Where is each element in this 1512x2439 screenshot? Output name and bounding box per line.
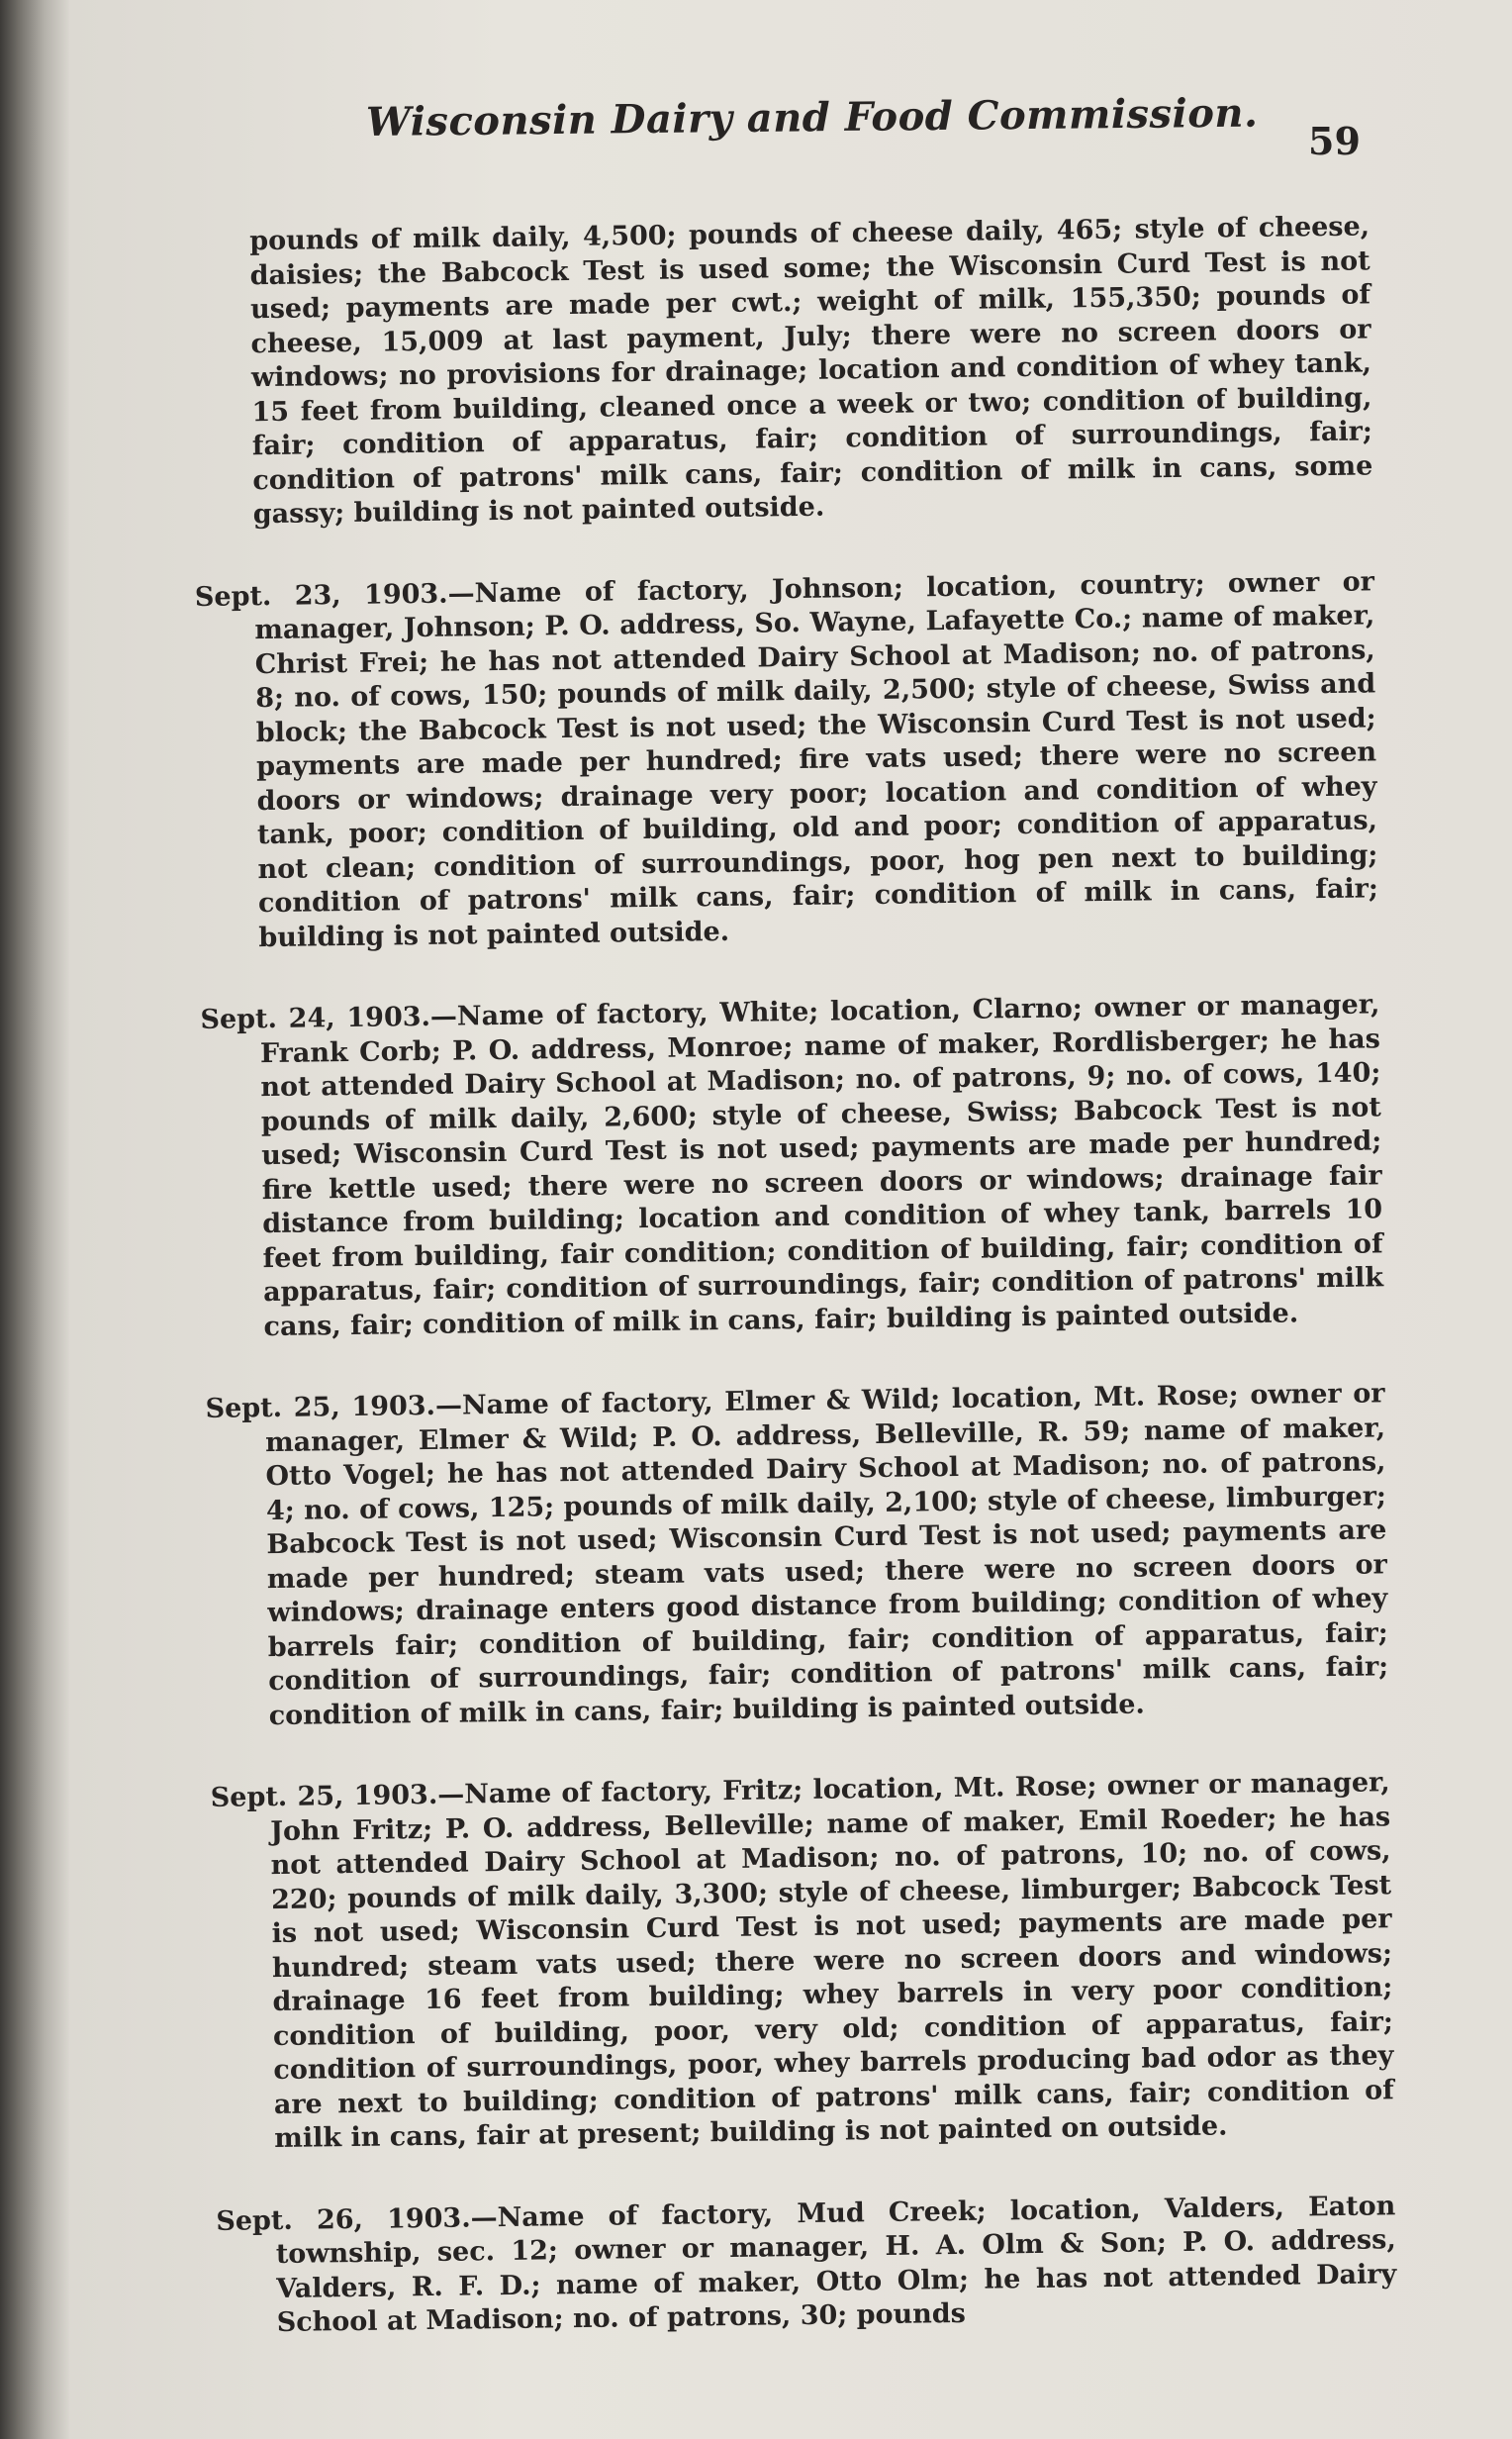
factory-entry-mud-creek: Sept. 26, 1903.—Name of factory, Mud Creek; location, Valders, Eaton township, sec. 12; owner or manager, H. A. Olm & Son; P. O. address, Valders, R. F. D.; name of maker, Otto Olm; he has not attended Dairy School at Madison; no. of patrons, 30; pounds xyxy=(216,2190,1397,2339)
factory-entry-fritz: Sept. 25, 1903.—Name of factory, Fritz; location, Mt. Rose; owner or manager, John Fritz; P. O. address, Belleville; name of maker, Emil Roeder; he has not attended Dairy School at Madison; no. of patrons, 10; no. of cows, 220; pounds of milk daily, 3,300; style of cheese, limburger; Babcock Test is not used; Wisconsin Curd Test is not used; payments are made per hundred; steam vats used; there were no screen doors and windows; drainage 16 feet from building; whey barrels in very poor condition; condition of building, poor, very old; condition of apparatus, fair; condition of surroundings, poor, whey barrels producing bad odor as they are next to building; condition of patrons' milk cans, fair; condition of milk in cans, fair at present; building is not painted on outside. xyxy=(210,1767,1394,2155)
body-text xyxy=(190,210,1397,2341)
book-page xyxy=(69,0,1512,2439)
factory-entry-johnson: Sept. 23, 1903.—Name of factory, Johnson; location, country; owner or manager, Johnson; P. O. address, So. Wayne, Lafayette Co.; name of maker, Christ Frei; he has not attended Dairy School at Madison; no. of patrons, 8; no. of cows, 150; pounds of milk daily, 2,500; style of cheese, Swiss and block; the Babcock Test is not used; the Wisconsin Curd Test is not used; payments are made per hundred; fire vats used; there were no screen doors or windows; drainage very poor; location and condition of whey tank, poor; condition of building, old and poor; condition of apparatus, not clean; condition of surroundings, poor, hog pen next to building; condition of patrons' milk cans, fair; condition of milk in cans, fair; building is not painted outside. xyxy=(194,565,1379,953)
book-gutter-shadow xyxy=(0,0,69,2439)
factory-entry-elmer-wild: Sept. 25, 1903.—Name of factory, Elmer & Wild; location, Mt. Rose; owner or manager, Elmer & Wild; P. O. address, Belleville, R. 59; name of maker, Otto Vogel; he has not attended Dairy School at Madison; no. of patrons, 4; no. of cows, 125; pounds of milk daily, 2,100; style of cheese, limburger; Babcock Test is not used; Wisconsin Curd Test is not used; payments are made per hundred; steam vats used; there were no screen doors or windows; drainage enters good distance from building; condition of whey barrels fair; condition of building, fair; condition of apparatus, fair; condition of surroundings, fair; condition of patrons' milk cans, fair; condition of milk in cans, fair; building is painted outside. xyxy=(205,1378,1389,1731)
running-header-title: Wisconsin Dairy and Food Commission. xyxy=(365,89,1259,146)
continued-paragraph: pounds of milk daily, 4,500; pounds of cheese daily, 465; style of cheese, daisies; the Babcock Test is used some; the Wisconsin Curd Test is not used; payments are made per cwt.; weight of milk, 155,350; pounds of cheese, 15,009 at last payment, July; there were no screen doors or windows; no provisions for drainage; location and condition of whey tank, 15 feet from building, cleaned once a week or two; condition of building, fair; condition of apparatus, fair; condition of surroundings, fair; condition of patrons' milk cans, fair; condition of milk in cans, some gassy; building is not painted outside. xyxy=(249,211,1373,531)
page-number: 59 xyxy=(1308,119,1361,163)
factory-entry-white: Sept. 24, 1903.—Name of factory, White; location, Clarno; owner or manager, Frank Corb; P. O. address, Monroe; name of maker, Rordlisberger; he has not attended Dairy School at Madison; no. of patrons, 9; no. of cows, 140; pounds of milk daily, 2,600; style of cheese, Swiss; Babcock Test is not used; Wisconsin Curd Test is not used; payments are made per hundred; fire kettle used; there were no screen doors or windows; drainage fair distance from building; location and condition of whey tank, barrels 10 feet from building, fair condition; condition of building, fair; condition of apparatus, fair; condition of surroundings, fair; condition of patrons' milk cans, fair; condition of milk in cans, fair; building is painted outside. xyxy=(200,989,1384,1342)
